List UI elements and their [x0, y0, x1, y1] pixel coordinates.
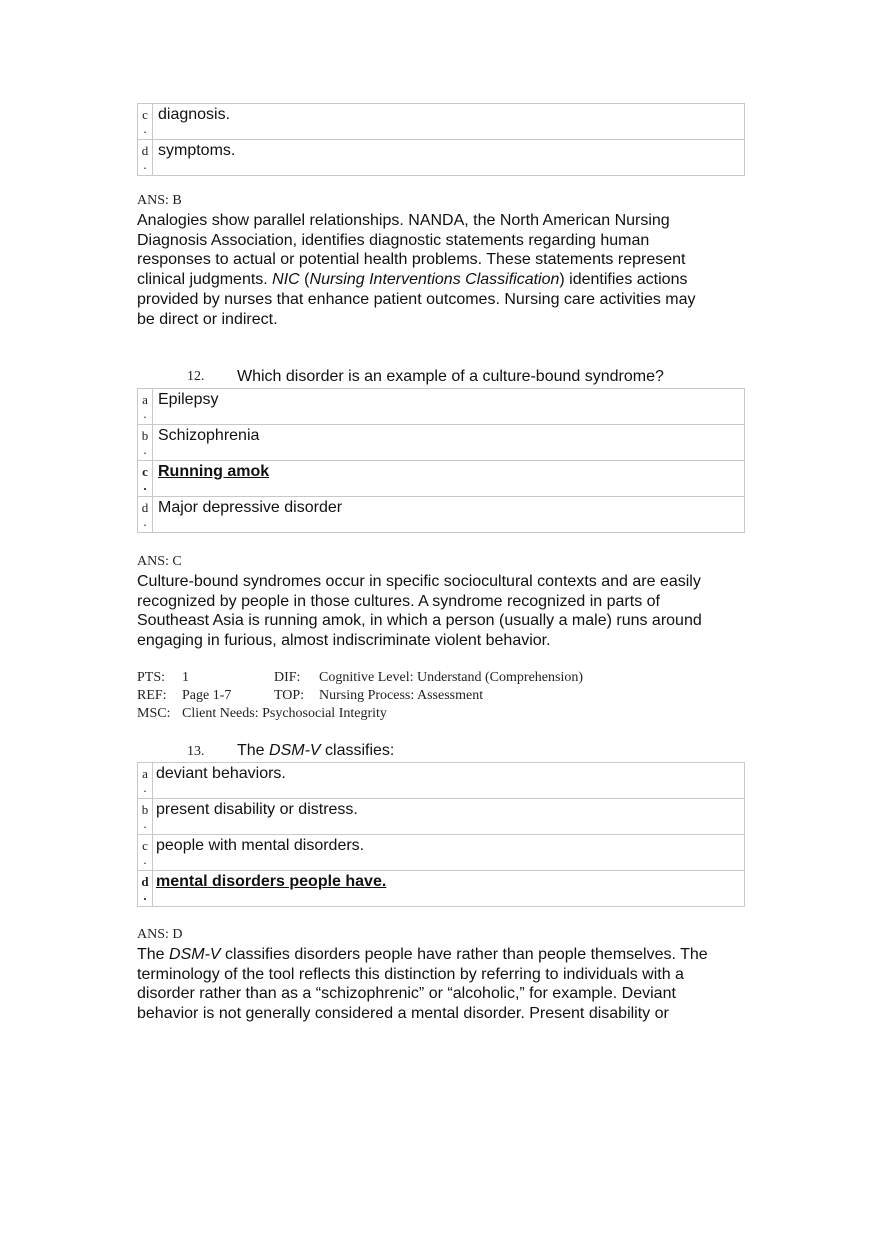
option-letter: d . — [138, 497, 153, 533]
rationale-line: terminology of the tool reflects this distinction by referring to individuals with a — [137, 965, 684, 983]
rationale-line: recognized by people in those cultures. A syndrome recognized in parts of — [137, 592, 660, 610]
q13-option-d-correct[interactable] — [138, 871, 745, 907]
option-letter: c . — [138, 835, 153, 871]
q11-option-d[interactable] — [138, 140, 745, 176]
rationale-line: responses to actual or potential health problems. These statements represent — [137, 251, 686, 269]
option-text: Epilepsy — [153, 389, 745, 425]
q12-answer: ANS: C — [137, 554, 182, 569]
option-text: mental disorders people have. — [153, 871, 745, 907]
rationale-line: Southeast Asia is running amok, in which a person (usually a male) runs around — [137, 612, 702, 630]
rationale-line: Culture-bound syndromes occur in specific sociocultural contexts and are easily — [137, 573, 701, 590]
rationale-line: clinical judgments. NIC (Nursing Interventions Classification) identifies actions — [137, 271, 688, 289]
q13-rationale — [137, 945, 757, 1024]
rationale-line: be direct or indirect. — [137, 310, 278, 328]
ref-label: REF: — [137, 688, 167, 703]
option-text: Running amok — [153, 461, 745, 497]
q12-option-b[interactable] — [138, 425, 745, 461]
q12-rationale — [137, 572, 757, 651]
option-letter: b . — [138, 425, 153, 461]
q11-rationale — [137, 211, 757, 329]
pts-label: PTS: — [137, 670, 166, 685]
q13-option-a[interactable] — [138, 763, 745, 799]
q11-option-c[interactable] — [138, 104, 745, 140]
ref-value: Page 1-7 — [182, 688, 232, 703]
q11-answer: ANS: B — [137, 193, 182, 208]
option-letter: a . — [138, 763, 153, 799]
q12-options-table — [137, 388, 745, 533]
q13-number: 13. — [187, 744, 205, 759]
q12-stem: Which disorder is an example of a culture-bound syndrome? — [237, 368, 664, 385]
option-letter: d . — [138, 871, 153, 907]
q13-stem: The DSM-V classifies: — [237, 742, 395, 759]
rationale-line: provided by nurses that enhance patient outcomes. Nursing care activities may — [137, 290, 696, 308]
option-text: Major depressive disorder — [153, 497, 745, 533]
option-text: people with mental disorders. — [153, 835, 745, 871]
msc-label: MSC: — [137, 706, 171, 721]
rationale-line: disorder rather than as a “schizophrenic” or “alcoholic,” for example. Deviant — [137, 985, 676, 1003]
rationale-line: behavior is not generally considered a mental disorder. Present disability or — [137, 1005, 669, 1023]
dif-label: DIF: — [274, 670, 301, 685]
option-letter: a . — [138, 389, 153, 425]
option-letter: b . — [138, 799, 153, 835]
top-label: TOP: — [274, 688, 305, 703]
rationale-line: engaging in furious, almost indiscriminate violent behavior. — [137, 632, 551, 650]
q12-number: 12. — [187, 369, 205, 384]
q12-option-d[interactable] — [138, 497, 745, 533]
q12-option-a[interactable] — [138, 389, 745, 425]
rationale-line: The DSM-V classifies disorders people have rather than people themselves. The — [137, 946, 708, 963]
q11-options-table — [137, 103, 745, 176]
dif-value: Cognitive Level: Understand (Comprehension) — [319, 670, 583, 685]
option-letter: d . — [138, 140, 153, 176]
option-text: Schizophrenia — [153, 425, 745, 461]
rationale-line: Diagnosis Association, identifies diagnostic statements regarding human — [137, 231, 650, 249]
option-text: deviant behaviors. — [153, 763, 745, 799]
option-text: diagnosis. — [153, 104, 745, 140]
top-value: Nursing Process: Assessment — [319, 688, 484, 703]
msc-value: Client Needs: Psychosocial Integrity — [182, 706, 387, 721]
option-letter: c . — [138, 461, 153, 497]
option-text: present disability or distress. — [153, 799, 745, 835]
q12-option-c-correct[interactable] — [138, 461, 745, 497]
rationale-line: Analogies show parallel relationships. NANDA, the North American Nursing — [137, 212, 670, 229]
q13-options-table — [137, 762, 745, 907]
option-letter: c . — [138, 104, 153, 140]
option-text: symptoms. — [153, 140, 745, 176]
q13-answer: ANS: D — [137, 927, 183, 942]
q13-option-c[interactable] — [138, 835, 745, 871]
pts-value: 1 — [182, 670, 189, 685]
q13-option-b[interactable] — [138, 799, 745, 835]
